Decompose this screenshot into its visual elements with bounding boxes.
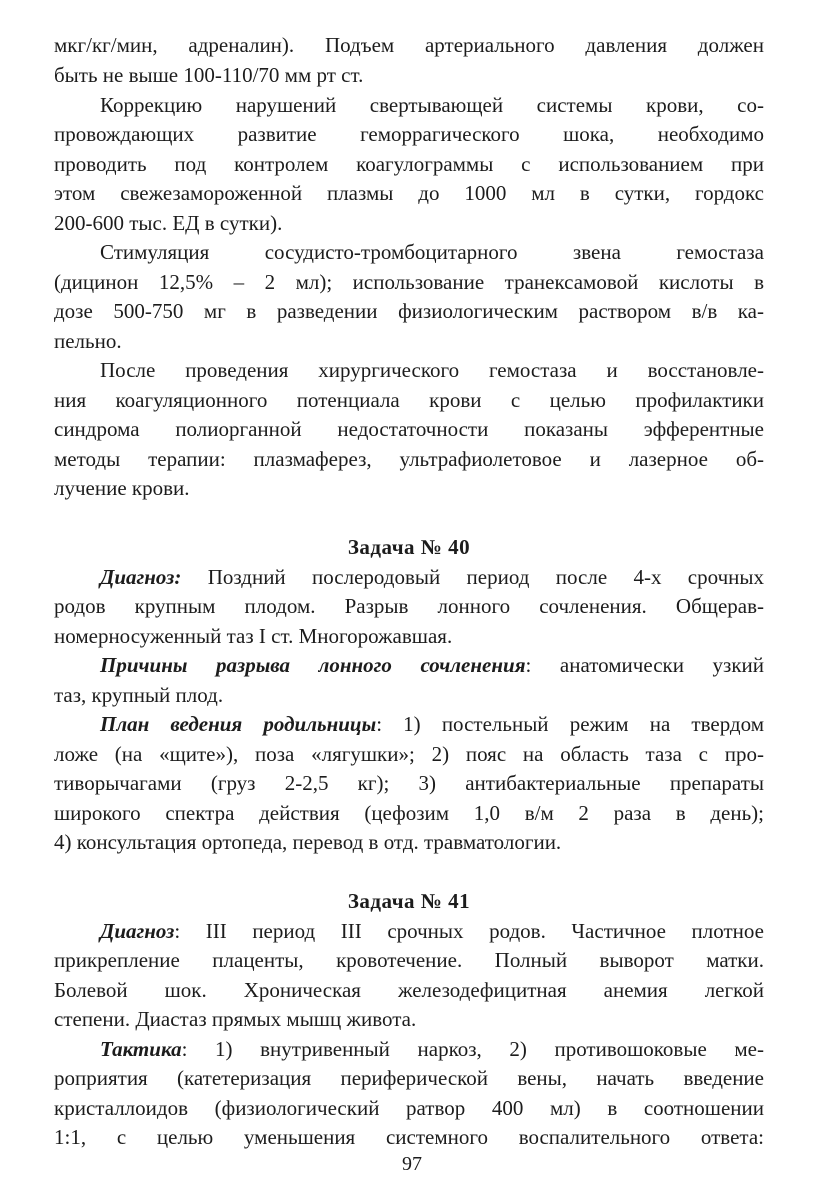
line-text: : анатомически узкий [525,653,764,677]
text-line [100,563,764,593]
text-line: Стимуляция сосудисто-тромбоцитарного звена гемостаза [100,240,764,264]
text-line: 1:1, с целью уменьшения системного воспалительного ответа: [54,1125,764,1149]
diagnosis-label: Диагноз: [100,565,182,589]
text-line [100,1035,764,1065]
text-line: родов крупным плодом. Разрыв лонного сочленения. Общерав- [54,594,764,618]
text-line: ложе (на «щите»), поза «лягушки»; 2) пояс на область таза с про- [54,742,764,766]
text-line: 200-600 тыс. ЕД в сутки). [54,211,283,235]
line-text: Поздний послеродовый период после 4-х срочных [181,565,764,589]
text-line: методы терапии: плазмаферез, ультрафиолетовое и лазерное об- [54,447,764,471]
text-line [100,917,764,947]
text-line: кристаллоидов (физиологический ратвор 400 мл) в соотношении [54,1096,764,1120]
text-line: провождающих развитие геморрагического шока, необходимо [54,122,764,146]
task-40-heading: Задача № 40 [347,535,471,559]
text-line: 4) консультация ортопеда, перевод в отд. травматологии. [54,830,562,854]
text-line: прикрепление плаценты, кровотечение. Полный выворот матки. [54,948,764,972]
text-line: Коррекцию нарушений свертывающей системы крови, со- [100,93,764,117]
text-line: тиворычагами (груз 2-2,5 кг); 3) антибактериальные препараты [54,771,764,795]
text-line: синдрома полиорганной недостаточности показаны эфферентные [54,417,764,441]
tactic-label: Тактика [100,1037,182,1061]
text-line: Болевой шок. Хроническая железодефицитная анемия легкой [54,978,764,1002]
line-text: : 1) внутривенный наркоз, 2) противошоковые ме- [181,1037,764,1061]
text-line: пельно. [54,329,122,353]
plan-label: План ведения родильницы [100,712,377,736]
text-line: (дицинон 12,5% – 2 мл); использование транексамовой кислоты в [54,270,764,294]
text-line: лучение крови. [54,476,190,500]
text-line: ния коагуляционного потенциала крови с целью профилактики [54,388,764,412]
line-text: : III период III срочных родов. Частичное плотное [174,919,764,943]
text-line [100,651,764,681]
text-line: номерносуженный таз I ст. Многорожавшая. [54,624,453,648]
line-text: : 1) постельный режим на твердом [376,712,765,736]
text-line: роприятия (катетеризация периферической вены, начать введение [54,1066,764,1090]
task-41-heading: Задача № 41 [347,889,471,913]
text-line: этом свежезамороженной плазмы до 1000 мл в сутки, гордокс [54,181,764,205]
text-line: широкого спектра действия (цефозим 1,0 в/м 2 раза в день); [54,801,764,825]
page-number: 97 [402,1153,422,1175]
text-line: быть не выше 100-110/70 мм рт ст. [54,63,364,87]
cause-label: Причины разрыва лонного сочленения [100,653,526,677]
text-line: проводить под контролем коагулограммы с использованием при [54,152,764,176]
text-line: дозе 500-750 мг в разведении физиологическим раствором в/в ка- [54,299,764,323]
diagnosis-label: Диагноз [100,919,175,943]
text-line [100,710,764,740]
text-line: После проведения хирургического гемостаза и восстановле- [100,358,764,382]
text-line: мкг/кг/мин, адреналин). Подъем артериального давления должен [54,33,764,57]
text-line: степени. Диастаз прямых мышц живота. [54,1007,417,1031]
text-line: таз, крупный плод. [54,683,224,707]
